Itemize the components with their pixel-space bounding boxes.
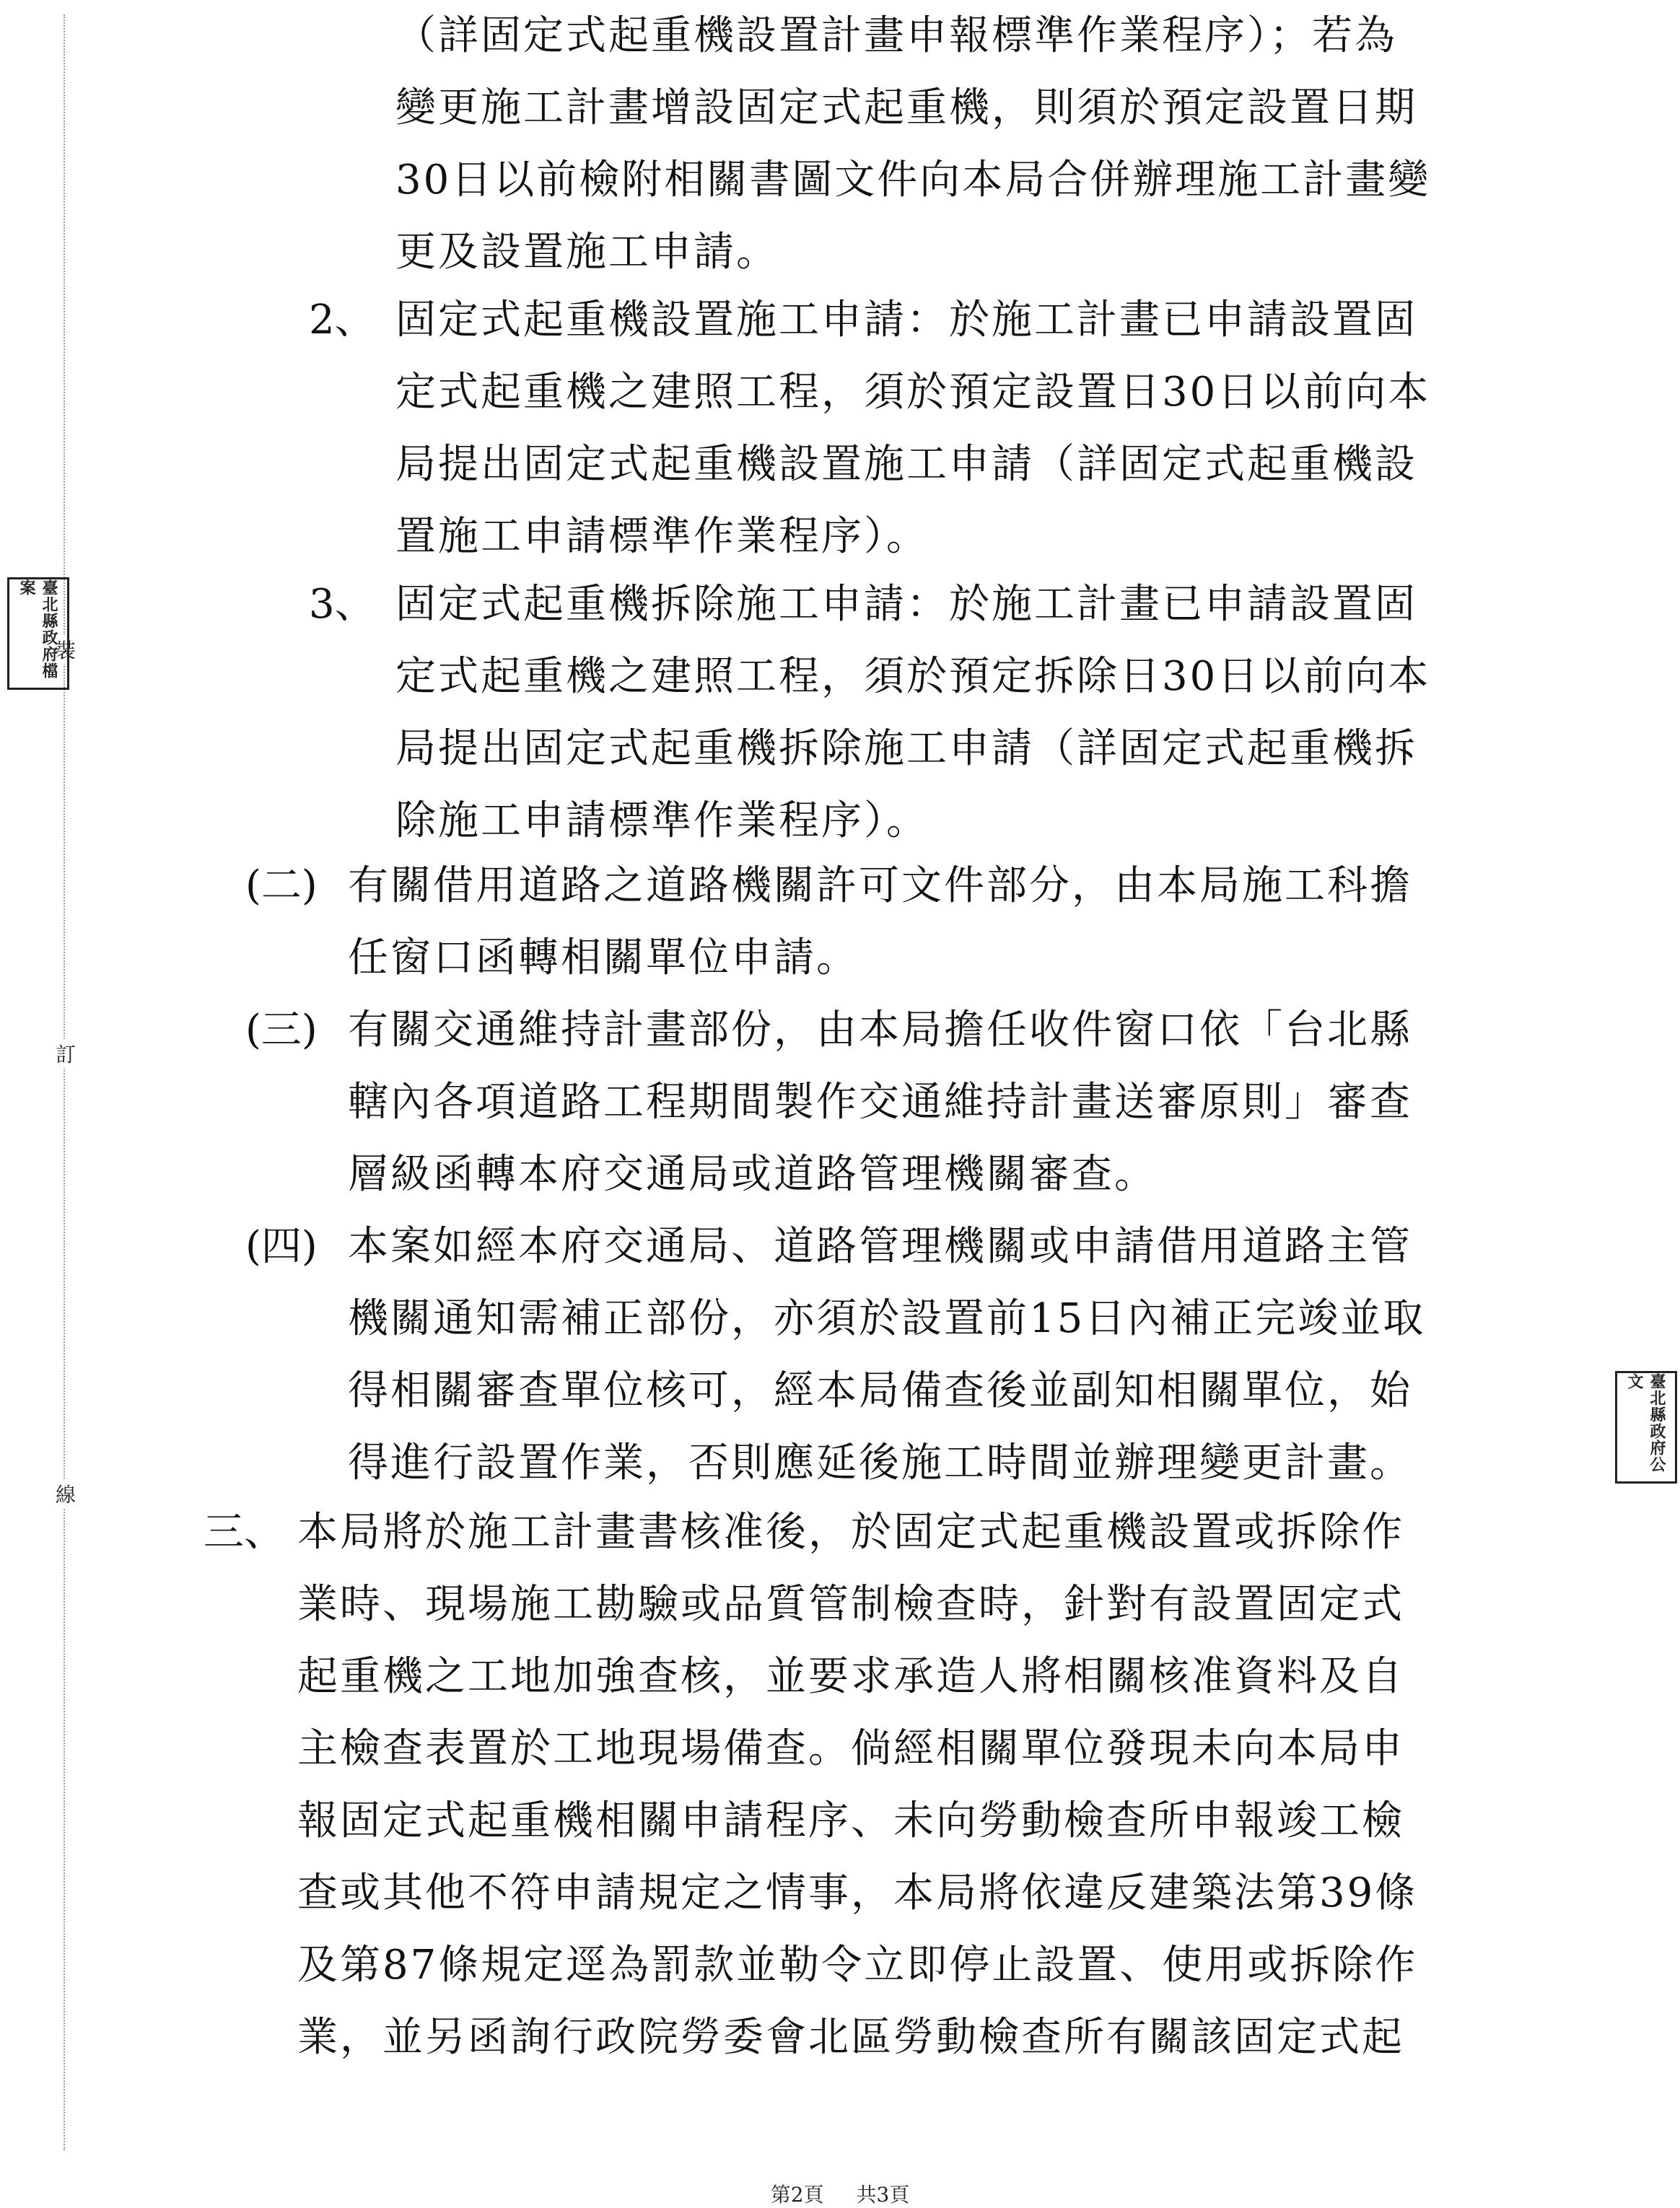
text-line: 固定式起重機拆除施工申請：於施工計畫已申請設置固 — [395, 581, 1417, 628]
sub-marker-3: (三) — [245, 1007, 318, 1053]
sub-marker-4: (四) — [245, 1223, 318, 1270]
margin-label-line: 線 — [55, 1479, 76, 1508]
text-line: 業，並另函詢行政院勞委會北區勞動檢查所有關該固定式起 — [297, 2014, 1404, 2061]
right-seal-text: 臺北縣政府公文 — [1625, 1373, 1666, 1473]
text-line: 固定式起重機設置施工申請：於施工計畫已申請設置固 — [395, 297, 1417, 343]
text-line: 更及設置施工申請。 — [395, 229, 779, 276]
text-line: 定式起重機之建照工程，須於預定拆除日30日以前向本 — [395, 653, 1431, 700]
text-line: 變更施工計畫增設固定式起重機，則須於預定設置日期 — [395, 84, 1417, 131]
text-line: 置施工申請標準作業程序）。 — [395, 513, 929, 560]
text-line: 局提出固定式起重機設置施工申請（詳固定式起重機設 — [395, 441, 1417, 488]
text-line: 有關借用道路之道路機關許可文件部分，由本局施工科擔 — [348, 862, 1412, 909]
text-line: 起重機之工地加強查核，並要求承造人將相關核准資料及自 — [297, 1653, 1404, 1700]
text-line: （詳固定式起重機設置計畫申報標準作業程序）；若為 — [395, 12, 1397, 59]
text-line: 30日以前檢附相關書圖文件向本局合併辦理施工計畫變 — [395, 157, 1431, 203]
text-line: 主檢查表置於工地現場備查。倘經相關單位發現未向本局申 — [297, 1725, 1404, 1772]
text-line: 除施工申請標準作業程序）。 — [395, 797, 929, 844]
text-line: 得相關審查單位核可，經本局備查後並副知相關單位，始 — [348, 1367, 1412, 1414]
left-seal-stamp — [7, 577, 69, 690]
text-line: 機關通知需補正部份，亦須於設置前15日內補正完竣並取 — [348, 1295, 1426, 1342]
text-line: 層級函轉本府交通局或道路管理機關審查。 — [348, 1151, 1157, 1198]
text-line: 轄內各項道路工程期間製作交通維持計畫送審原則」審查 — [348, 1079, 1412, 1126]
item-marker-3: 3、 — [309, 581, 375, 628]
margin-label-staple: 訂 — [55, 1039, 76, 1068]
margin-label-bind: 裝 — [55, 635, 76, 664]
item-marker-2: 2、 — [309, 297, 375, 343]
text-line: 局提出固定式起重機拆除施工申請（詳固定式起重機拆 — [395, 725, 1417, 772]
text-line: 得進行設置作業，否則應延後施工時間並辦理變更計畫。 — [348, 1440, 1412, 1486]
binding-dotted-line — [64, 14, 65, 2150]
page-number: 第2頁 — [770, 2183, 824, 2207]
text-line: 任窗口函轉相關單位申請。 — [348, 934, 859, 981]
text-line: 有關交通維持計畫部份，由本局擔任收件窗口依「台北縣 — [348, 1007, 1412, 1053]
text-line: 報固定式起重機相關申請程序、未向勞動檢查所申報竣工檢 — [297, 1797, 1404, 1844]
text-line: 定式起重機之建照工程，須於預定設置日30日以前向本 — [395, 369, 1431, 416]
text-line: 查或其他不符申請規定之情事，本局將依違反建築法第39條 — [297, 1870, 1418, 1916]
text-line: 及第87條規定逕為罰款並勒令立即停止設置、使用或拆除作 — [297, 1942, 1418, 1989]
text-line: 本案如經本府交通局、道路管理機關或申請借用道路主管 — [348, 1223, 1412, 1270]
page-footer — [0, 2179, 1680, 2208]
text-line: 業時、現場施工勘驗或品質管制檢查時，針對有設置固定式 — [297, 1581, 1404, 1628]
right-seal-stamp — [1615, 1371, 1677, 1484]
text-line: 本局將於施工計畫書核准後，於固定式起重機設置或拆除作 — [297, 1509, 1404, 1556]
page-total: 共3頁 — [856, 2183, 910, 2207]
sub-marker-2: (二) — [245, 862, 318, 909]
left-seal-text: 臺北縣政府檔案 — [17, 579, 58, 679]
section-marker-3: 三、 — [204, 1509, 284, 1556]
